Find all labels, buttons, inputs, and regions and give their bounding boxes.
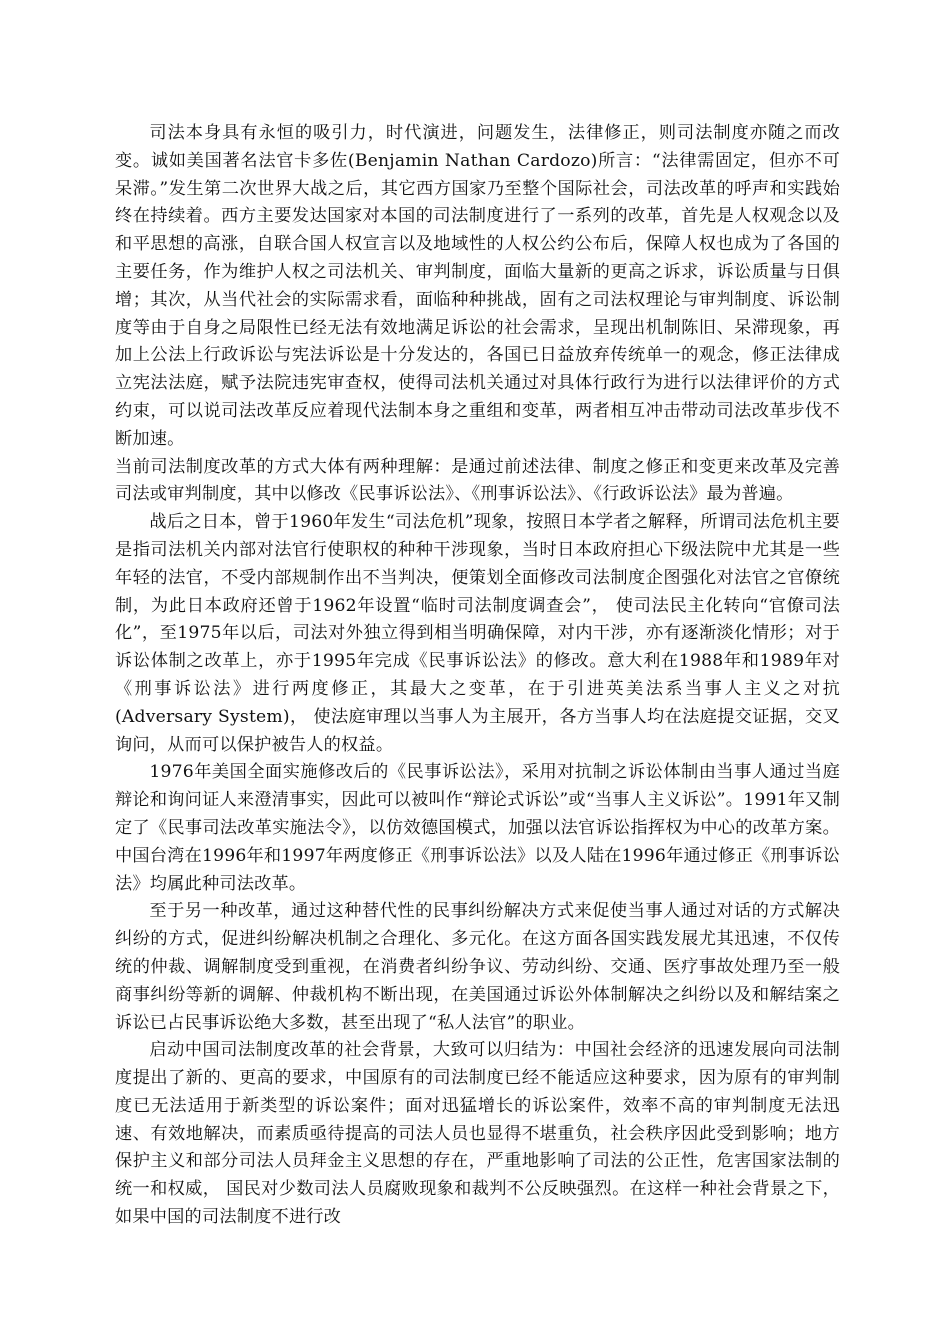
- paragraph-china-background: 启动中国司法制度改革的社会背景，大致可以归结为：中国社会经济的迅速发展向司法制度提出了新的、更高的要求，中国原有的司法制度已经不能适应这种要求，因为原有的审判制度已无法适用于新类型的诉讼案件；面对迅猛增长的诉讼案件，效率不高的审判制度无法迅速、有效地解决，而素质亟待提高的司法人员也显得不堪重负，社会秩序因此受到影响；地方保护主义和部分司法人员拜金主义思想的存在，严重地影响了司法的公正性，危害国家法制的统一和权威， 国民对少数司法人员腐败现象和裁判不公反映强烈。在这样一种社会背景之下，如果中国的司法制度不进行改: [115, 1040, 840, 1228]
- paragraph-judicial-attraction: 司法本身具有永恒的吸引力，时代演进，问题发生，法律修正，则司法制度亦随之而改变。诚如美国著名法官卡多佐(Benjamin Nathan Cardozo)所言：“法律需固定，但亦不可呆滞。”发生第二次世界大战之后，其它西方国家乃至整个国际社会，司法改革的呼声和实践始终在持续着。西方主要发达国家对本国的司法制度进行了一系列的改革，首先是人权观念以及和平思想的高涨，自联合国人权宣言以及地域性的人权公约公布后，保障人权也成为了各国的主要任务，作为维护人权之司法机关、审判制度，面临大量新的更高之诉求，诉讼质量与日俱增；其次，从当代社会的实际需求看，面临种种挑战，固有之司法权理论与审判制度、诉讼制度等由于自身之局限性已经无法有效地满足诉讼的社会需求，呈现出机制陈旧、呆滞现象，再加上公法上行政诉讼与宪法诉讼是十分发达的，各国已日益放弃传统单一的观念，修正法律成立宪法法庭，赋予法院违宪审查权，使得司法机关通过对具体行政行为进行以法律评价的方式约束，可以说司法改革反应着现代法制本身之重组和变革，两者相互冲击带动司法改革步伐不断加速。: [115, 123, 840, 449]
- paragraph-reform-methods: 当前司法制度改革的方式大体有两种理解：是通过前述法律、制度之修正和变更来改革及完善司法或审判制度，其中以修改《民事诉讼法》、《刑事诉讼法》、《行政诉讼法》最为普遍。: [115, 456, 840, 505]
- document-page: [115, 120, 840, 1232]
- paragraph-alternative-dispute: 至于另一种改革，通过这种替代性的民事纠纷解决方式来促使当事人通过对话的方式解决纠纷的方式，促进纠纷解决机制之合理化、多元化。在这方面各国实践发展尤其迅速，不仅传统的仲裁、调解制度受到重视，在消费者纠纷争议、劳动纠纷、交通、医疗事故处理乃至一般商事纠纷等新的调解、仲裁机构不断出现，在美国通过诉讼外体制解决之纠纷以及和解结案之诉讼已占民事诉讼绝大多数，甚至出现了“私人法官”的职业。: [115, 901, 840, 1033]
- paragraph-japan-italy: 战后之日本，曾于1960年发生“司法危机”现象，按照日本学者之解释，所谓司法危机主要是指司法机关内部对法官行使职权的种种干涉现象，当时日本政府担心下级法院中尤其是一些年轻的法官，不受内部规制作出不当判决，便策划全面修改司法制度企图强化对法官之官僚统制，为此日本政府还曾于1962年设置“临时司法制度调查会”， 使司法民主化转向“官僚司法化”，至1975年以后，司法对外独立得到相当明确保障，对内干涉，亦有逐渐淡化情形；对于诉讼体制之改革上，亦于1995年完成《民事诉讼法》的修改。意大利在1988年和1989年对《刑事诉讼法》进行两度修正，其最大之变革，在于引进英美法系当事人主义之对抗(Adversary System)， 使法庭审理以当事人为主展开，各方当事人均在法庭提交证据，交叉询问，从而可以保护被告人的权益。: [115, 512, 840, 755]
- paragraph-usa-taiwan: 1976年美国全面实施修改后的《民事诉讼法》，采用对抗制之诉讼体制由当事人通过当庭辩论和询问证人来澄清事实，因此可以被叫作“辩论式诉讼”或“当事人主义诉讼”。1991年又制定了《民事司法改革实施法令》，以仿效德国模式，加强以法官诉讼指挥权为中心的改革方案。中国台湾在1996年和1997年两度修正《刑事诉讼法》以及人陆在1996年通过修正《刑事诉讼法》均属此种司法改革。: [115, 762, 840, 894]
